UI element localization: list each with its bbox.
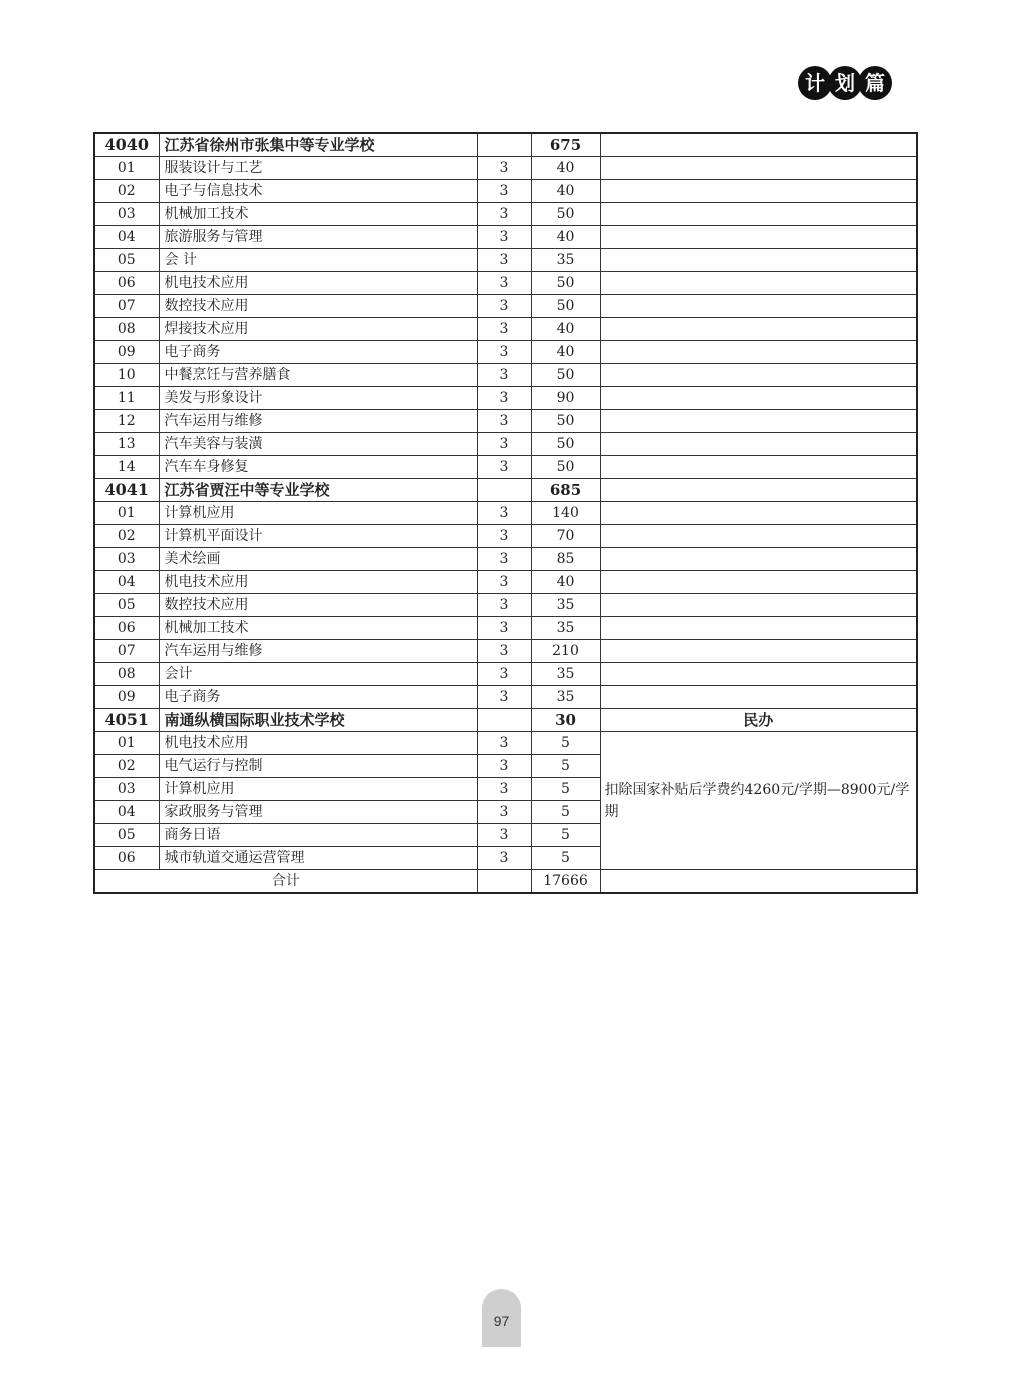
major-name: 数控技术应用 xyxy=(159,594,477,617)
major-name: 服装设计与工艺 xyxy=(159,157,477,180)
major-years: 3 xyxy=(477,847,531,870)
major-count: 50 xyxy=(531,456,600,479)
logo-char: 计 xyxy=(798,66,832,100)
major-count: 35 xyxy=(531,594,600,617)
major-count: 5 xyxy=(531,755,600,778)
total-row xyxy=(94,870,917,894)
major-name: 城市轨道交通运营管理 xyxy=(159,847,477,870)
major-name: 汽车车身修复 xyxy=(159,456,477,479)
school-years xyxy=(477,709,531,732)
major-remark xyxy=(600,594,917,617)
school-years xyxy=(477,133,531,157)
page-number: 97 xyxy=(482,1289,521,1347)
major-count: 40 xyxy=(531,571,600,594)
major-row xyxy=(94,226,917,249)
school-code: 4041 xyxy=(94,479,159,502)
major-years: 3 xyxy=(477,640,531,663)
major-remark xyxy=(600,525,917,548)
major-code: 13 xyxy=(94,433,159,456)
major-remark xyxy=(600,571,917,594)
major-count: 50 xyxy=(531,433,600,456)
major-years: 3 xyxy=(477,824,531,847)
major-code: 04 xyxy=(94,801,159,824)
major-name: 中餐烹饪与营养膳食 xyxy=(159,364,477,387)
major-code: 10 xyxy=(94,364,159,387)
major-row xyxy=(94,548,917,571)
major-row xyxy=(94,686,917,709)
school-total: 685 xyxy=(531,479,600,502)
major-remark xyxy=(600,157,917,180)
major-remark xyxy=(600,548,917,571)
table-body xyxy=(94,133,917,893)
section-logo xyxy=(798,66,892,100)
school-total: 30 xyxy=(531,709,600,732)
major-name: 美术绘画 xyxy=(159,548,477,571)
fee-note: 扣除国家补贴后学费约4260元/学期—8900元/学期 xyxy=(600,732,917,870)
major-code: 12 xyxy=(94,410,159,433)
major-code: 04 xyxy=(94,226,159,249)
total-label: 合计 xyxy=(94,870,477,894)
major-count: 40 xyxy=(531,318,600,341)
major-count: 50 xyxy=(531,203,600,226)
major-name: 机电技术应用 xyxy=(159,272,477,295)
total-value: 17666 xyxy=(531,870,600,894)
major-years: 3 xyxy=(477,249,531,272)
school-remark xyxy=(600,479,917,502)
major-code: 01 xyxy=(94,502,159,525)
major-years: 3 xyxy=(477,617,531,640)
major-remark xyxy=(600,456,917,479)
major-code: 03 xyxy=(94,548,159,571)
major-years: 3 xyxy=(477,778,531,801)
major-name: 会计 xyxy=(159,663,477,686)
major-row xyxy=(94,295,917,318)
major-name: 机械加工技术 xyxy=(159,617,477,640)
major-count: 5 xyxy=(531,847,600,870)
enrollment-plan-table xyxy=(93,132,918,894)
major-name: 电子商务 xyxy=(159,686,477,709)
major-count: 5 xyxy=(531,732,600,755)
major-years: 3 xyxy=(477,364,531,387)
major-years: 3 xyxy=(477,295,531,318)
major-years: 3 xyxy=(477,341,531,364)
major-years: 3 xyxy=(477,548,531,571)
school-row xyxy=(94,479,917,502)
major-remark xyxy=(600,617,917,640)
major-name: 机电技术应用 xyxy=(159,732,477,755)
school-name: 南通纵横国际职业技术学校 xyxy=(159,709,477,732)
major-name: 机械加工技术 xyxy=(159,203,477,226)
major-name: 旅游服务与管理 xyxy=(159,226,477,249)
school-years xyxy=(477,479,531,502)
major-code: 01 xyxy=(94,157,159,180)
major-name: 电气运行与控制 xyxy=(159,755,477,778)
logo-char: 篇 xyxy=(858,66,892,100)
major-row xyxy=(94,341,917,364)
major-years: 3 xyxy=(477,456,531,479)
major-row xyxy=(94,410,917,433)
major-years: 3 xyxy=(477,732,531,755)
major-row xyxy=(94,663,917,686)
major-name: 计算机应用 xyxy=(159,778,477,801)
major-count: 210 xyxy=(531,640,600,663)
major-count: 5 xyxy=(531,824,600,847)
school-total: 675 xyxy=(531,133,600,157)
major-name: 机电技术应用 xyxy=(159,571,477,594)
school-name: 江苏省贾汪中等专业学校 xyxy=(159,479,477,502)
major-code: 02 xyxy=(94,755,159,778)
major-remark xyxy=(600,410,917,433)
major-years: 3 xyxy=(477,203,531,226)
major-code: 02 xyxy=(94,525,159,548)
major-years: 3 xyxy=(477,686,531,709)
major-row xyxy=(94,387,917,410)
major-count: 40 xyxy=(531,226,600,249)
major-row xyxy=(94,318,917,341)
major-years: 3 xyxy=(477,318,531,341)
major-code: 09 xyxy=(94,341,159,364)
major-row xyxy=(94,456,917,479)
major-count: 50 xyxy=(531,410,600,433)
school-name: 江苏省徐州市张集中等专业学校 xyxy=(159,133,477,157)
major-remark xyxy=(600,203,917,226)
major-count: 5 xyxy=(531,778,600,801)
major-remark xyxy=(600,272,917,295)
major-count: 40 xyxy=(531,157,600,180)
major-count: 40 xyxy=(531,341,600,364)
major-code: 03 xyxy=(94,203,159,226)
major-row xyxy=(94,272,917,295)
major-count: 90 xyxy=(531,387,600,410)
major-code: 14 xyxy=(94,456,159,479)
school-row xyxy=(94,709,917,732)
major-years: 3 xyxy=(477,180,531,203)
major-name: 数控技术应用 xyxy=(159,295,477,318)
major-code: 11 xyxy=(94,387,159,410)
major-code: 03 xyxy=(94,778,159,801)
major-row xyxy=(94,249,917,272)
major-name: 计算机平面设计 xyxy=(159,525,477,548)
major-remark xyxy=(600,686,917,709)
major-row xyxy=(94,180,917,203)
major-row xyxy=(94,640,917,663)
major-count: 85 xyxy=(531,548,600,571)
major-count: 50 xyxy=(531,272,600,295)
major-years: 3 xyxy=(477,157,531,180)
logo-char: 划 xyxy=(828,66,862,100)
major-count: 35 xyxy=(531,686,600,709)
major-remark xyxy=(600,226,917,249)
major-years: 3 xyxy=(477,410,531,433)
major-code: 07 xyxy=(94,640,159,663)
major-count: 5 xyxy=(531,801,600,824)
major-code: 06 xyxy=(94,847,159,870)
major-years: 3 xyxy=(477,663,531,686)
major-code: 08 xyxy=(94,663,159,686)
school-code: 4051 xyxy=(94,709,159,732)
major-remark xyxy=(600,387,917,410)
major-count: 40 xyxy=(531,180,600,203)
major-code: 06 xyxy=(94,272,159,295)
major-years: 3 xyxy=(477,502,531,525)
major-remark xyxy=(600,180,917,203)
major-count: 50 xyxy=(531,364,600,387)
school-remark: 民办 xyxy=(600,709,917,732)
major-code: 05 xyxy=(94,249,159,272)
major-name: 家政服务与管理 xyxy=(159,801,477,824)
major-count: 70 xyxy=(531,525,600,548)
major-row xyxy=(94,732,917,755)
major-remark xyxy=(600,249,917,272)
major-code: 05 xyxy=(94,824,159,847)
major-years: 3 xyxy=(477,571,531,594)
major-name: 汽车美容与装潢 xyxy=(159,433,477,456)
major-row xyxy=(94,617,917,640)
major-remark xyxy=(600,663,917,686)
major-row xyxy=(94,157,917,180)
major-years: 3 xyxy=(477,594,531,617)
major-name: 计算机应用 xyxy=(159,502,477,525)
major-code: 01 xyxy=(94,732,159,755)
major-remark xyxy=(600,295,917,318)
major-years: 3 xyxy=(477,433,531,456)
major-remark xyxy=(600,640,917,663)
major-row xyxy=(94,594,917,617)
major-code: 06 xyxy=(94,617,159,640)
major-years: 3 xyxy=(477,525,531,548)
total-years xyxy=(477,870,531,894)
major-years: 3 xyxy=(477,801,531,824)
school-code: 4040 xyxy=(94,133,159,157)
major-remark xyxy=(600,502,917,525)
major-name: 商务日语 xyxy=(159,824,477,847)
major-years: 3 xyxy=(477,755,531,778)
major-remark xyxy=(600,341,917,364)
major-years: 3 xyxy=(477,272,531,295)
major-count: 35 xyxy=(531,617,600,640)
major-row xyxy=(94,525,917,548)
major-count: 35 xyxy=(531,663,600,686)
major-row xyxy=(94,502,917,525)
major-code: 02 xyxy=(94,180,159,203)
major-count: 35 xyxy=(531,249,600,272)
major-name: 会 计 xyxy=(159,249,477,272)
major-name: 汽车运用与维修 xyxy=(159,640,477,663)
major-name: 焊接技术应用 xyxy=(159,318,477,341)
major-code: 08 xyxy=(94,318,159,341)
major-count: 50 xyxy=(531,295,600,318)
major-code: 09 xyxy=(94,686,159,709)
major-remark xyxy=(600,364,917,387)
major-years: 3 xyxy=(477,387,531,410)
major-code: 04 xyxy=(94,571,159,594)
major-row xyxy=(94,364,917,387)
major-remark xyxy=(600,318,917,341)
major-count: 140 xyxy=(531,502,600,525)
major-row xyxy=(94,203,917,226)
major-name: 电子与信息技术 xyxy=(159,180,477,203)
major-row xyxy=(94,571,917,594)
school-row xyxy=(94,133,917,157)
major-name: 美发与形象设计 xyxy=(159,387,477,410)
major-code: 07 xyxy=(94,295,159,318)
school-remark xyxy=(600,133,917,157)
major-name: 汽车运用与维修 xyxy=(159,410,477,433)
major-code: 05 xyxy=(94,594,159,617)
major-row xyxy=(94,433,917,456)
major-remark xyxy=(600,433,917,456)
major-years: 3 xyxy=(477,226,531,249)
major-name: 电子商务 xyxy=(159,341,477,364)
total-remark xyxy=(600,870,917,894)
